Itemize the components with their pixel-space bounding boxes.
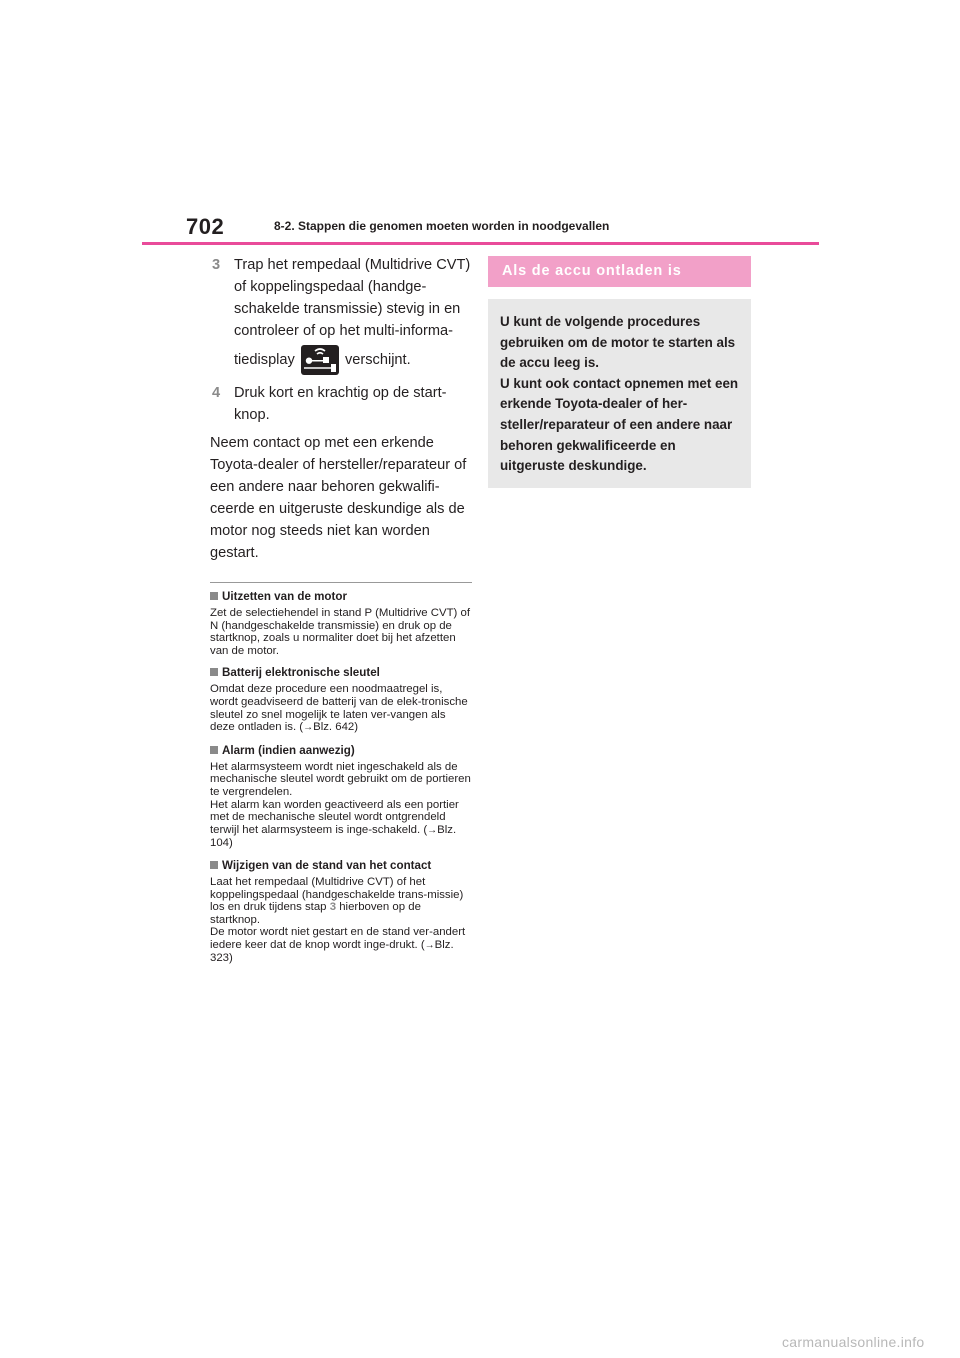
section-title: 8-2. Stappen die genomen moeten worden in noodgevallen [274, 219, 610, 233]
sidebar-paragraph: U kunt de volgende procedures gebruiken om de motor te starten als de accu leeg is. [500, 314, 736, 371]
square-bullet-icon [210, 592, 218, 600]
header-rule [142, 242, 819, 245]
step-text: Trap het rempedaal (Multidrive CVT) of koppelingspedaal (handge-schakelde transmissie) stevig in en controleer of op het multi-informa- [234, 257, 471, 339]
square-bullet-icon [210, 668, 218, 676]
sidebar-title: Als de accu ontladen is [488, 256, 751, 287]
note-text: De motor wordt niet gestart en de stand ver-andert iedere keer dat de knop wordt inge-drukt. (→Blz. 323) [210, 926, 466, 965]
note-heading: Wijzigen van de stand van het contact [210, 858, 472, 873]
sidebar-paragraph: U kunt ook contact opnemen met een erkende Toyota-dealer of her-steller/reparateur of een andere naar behoren gekwalificeerde en uitgeruste deskundige. [500, 375, 739, 474]
note-engine-off [210, 589, 472, 657]
note-ignition-mode [210, 858, 472, 965]
note-text: Omdat deze procedure een noodmaatregel is, wordt geadviseerd de batterij van de elek-tronische sleutel zo snel mogelijk te laten ver-vangen als deze ontladen is. (→Blz. 642) [210, 683, 468, 734]
note-text: Het alarm kan worden geactiveerd als een portier met de mechanische sleutel wordt ontgrendeld terwijl het alarmsysteem is inge-schakeld. (→Blz. 104) [210, 798, 459, 850]
page-reference[interactable]: Blz. 642) [313, 721, 359, 734]
smart-key-indicator-icon [301, 345, 339, 375]
note-heading: Uitzetten van de motor [210, 589, 472, 604]
note-text: Zet de selectiehendel in stand P (Multidrive CVT) of N (handgeschakelde transmissie) en druk op de startknop, zoals u normaliter doet bij het afzetten van de motor. [210, 607, 470, 657]
step-4 [210, 382, 472, 426]
arrow-right-icon: → [424, 939, 435, 951]
step-text: Druk kort en krachtig op de start-knop. [234, 385, 447, 423]
page-number: 702 [186, 214, 225, 239]
main-paragraph: Neem contact op met een erkende Toyota-dealer of hersteller/reparateur of een andere naar behoren gekwalifi-ceerde en uitgeruste deskundige als de motor nog steeds niet kan worden gestart. [210, 435, 467, 561]
arrow-right-icon: → [427, 824, 438, 836]
step-icon-line [234, 342, 411, 378]
note-text: Het alarmsysteem wordt niet ingeschakeld als de mechanische sleutel wordt gebruikt om de portieren te vergrendelen. [210, 760, 471, 798]
square-bullet-icon [210, 746, 218, 754]
step-text: tiedisplay [234, 352, 295, 368]
step-text: verschijnt. [344, 352, 411, 368]
note-heading: Alarm (indien aanwezig) [210, 743, 472, 758]
note-text: Laat het rempedaal (Multidrive CVT) of het koppelingspedaal (handgeschakelde trans-missie) los en druk tijdens stap 3 hierboven op de startknop. [210, 875, 464, 926]
divider [210, 582, 472, 583]
arrow-right-icon: → [303, 722, 314, 734]
right-column [488, 256, 751, 488]
page-reference[interactable]: Blz. 323) [210, 938, 454, 965]
square-bullet-icon [210, 861, 218, 869]
step-reference: 3 [329, 901, 337, 914]
step-number: 3 [212, 257, 221, 273]
note-key-battery [210, 665, 472, 734]
step-3 [210, 254, 472, 378]
left-column [210, 254, 472, 973]
note-alarm [210, 743, 472, 850]
step-number: 4 [212, 385, 221, 401]
page-reference[interactable]: Blz. 104) [210, 823, 457, 850]
sidebar-info-box [488, 299, 751, 488]
note-heading: Batterij elektronische sleutel [210, 665, 472, 680]
watermark: carmanualsonline.info [782, 1334, 925, 1350]
